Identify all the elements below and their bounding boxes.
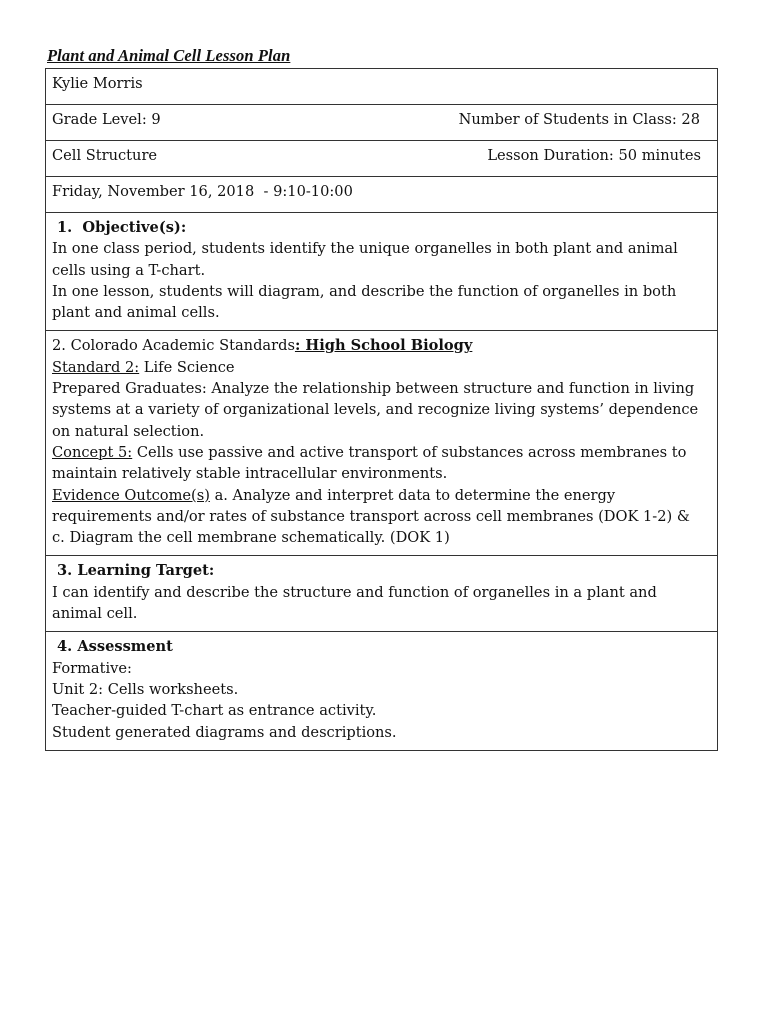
objective-text: In one class period, students identify the unique organelles in both plant and animal cells using a T-chart. [52, 240, 678, 279]
standards-heading [52, 335, 711, 356]
table-row [46, 632, 718, 750]
standards-subject: : High School Biology [294, 337, 473, 355]
assessment-heading: 4. Assessment [57, 638, 173, 656]
table-row [46, 69, 718, 105]
evidence-label: Evidence Outcome(s) [52, 486, 210, 504]
teacher-name: Kylie Morris [46, 69, 718, 105]
assessment-item: Student generated diagrams and descriptions. [52, 723, 397, 741]
grade-level: Grade Level: 9 [52, 111, 161, 128]
concept-line [52, 442, 711, 485]
learning-target-section [46, 556, 718, 632]
table-row [46, 141, 718, 177]
standard-line [52, 357, 711, 378]
objectives-section [46, 213, 718, 331]
table-row [46, 331, 718, 556]
concept-text: Cells use passive and active transport of substances across membranes to maintain relatively stable intracellular environments. [52, 443, 687, 483]
standard-text: Life Science [139, 358, 235, 376]
standards-section [46, 331, 718, 556]
document-title: Plant and Animal Cell Lesson Plan [47, 46, 291, 65]
table-row [46, 105, 718, 141]
assessment-section [46, 632, 718, 750]
assessment-item: Teacher-guided T-chart as entrance activity. [52, 702, 377, 720]
lesson-duration: Lesson Duration: 50 minutes [487, 147, 701, 164]
assessment-item: Formative: [52, 659, 132, 677]
grade-row-cell [46, 105, 718, 141]
standards-intro: 2. Colorado Academic Standards [52, 337, 295, 355]
students-count: Number of Students in Class: 28 [458, 111, 700, 128]
assessment-item: Unit 2: Cells worksheets. [52, 680, 239, 698]
learning-target-heading: 3. Learning Target: [57, 562, 215, 580]
topic-row-cell [46, 141, 718, 177]
table-row [46, 177, 718, 213]
date-time: Friday, November 16, 2018 - 9:10-10:00 [46, 177, 718, 213]
table-row [46, 213, 718, 331]
evidence-text: a. Analyze and interpret data to determine the energy requirements and/or rates of substance transport across cell membranes (DOK 1-2) & [52, 486, 690, 525]
concept-label: Concept 5: [52, 443, 133, 461]
objectives-heading: 1. Objective(s): [57, 219, 187, 236]
evidence-c: c. Diagram the cell membrane schematically. (DOK 1) [52, 529, 450, 547]
learning-target-text: I can identify and describe the structure and function of organelles in a plant and animal cell. [52, 583, 657, 623]
objective-text: In one lesson, students will diagram, and describe the function of organelles in both plant and animal cells. [52, 282, 677, 322]
standard-label: Standard 2: [52, 358, 140, 376]
lesson-topic: Cell Structure [52, 147, 158, 164]
table-row [46, 556, 718, 632]
lesson-plan-table [45, 68, 718, 751]
evidence-line [52, 485, 711, 528]
prepared-graduates: Prepared Graduates: Analyze the relationship between structure and function in living systems at a variety of organizational levels, and recognize living systems’ dependence on natural selection. [52, 380, 699, 440]
